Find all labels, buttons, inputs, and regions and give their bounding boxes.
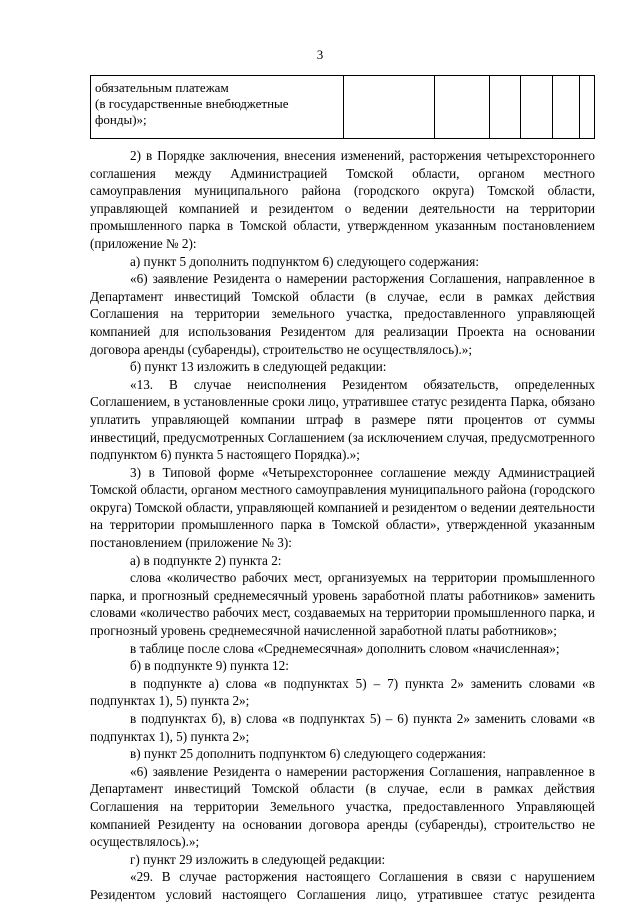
table-cell-empty — [344, 76, 435, 139]
paragraph: «6) заявление Резидента о намерении расторжения Соглашения, направленное в Департамент инвестиций Томской области (в случае, если в рамках действия Соглашения на территории земельного участка, предоставленного управляющей компанией для использования Резидентом для реализации Проекта на основании договора аренды (субаренды), строительство не осуществлялось).»; — [90, 271, 595, 357]
document-body — [90, 147, 595, 904]
table-row — [91, 76, 595, 139]
paragraph: в) пункт 25 дополнить подпунктом 6) следующего содержания: — [130, 746, 487, 762]
paragraph: в подпунктах б), в) слова «в подпунктах 5) – 6) пункта 2» заменить словами «в подпунктах 1), 5) пункта 2»; — [90, 711, 595, 744]
table-cell-empty — [521, 76, 553, 139]
paragraph: слова «количество рабочих мест, организуемых на территории промышленного парка, и прогнозный среднемесячный уровень заработной платы работников» заменить словами «количество рабочих мест, создаваемых на территории промышленного парка, и прогнозный уровень среднемесячной начисленной заработной платы работников»; — [90, 570, 595, 639]
paragraph: «6) заявление Резидента о намерении расторжения Соглашения, направленное в Департамент инвестиций Томской области (в случае, если в рамках действия Соглашения на территории Земельного участка, предоставленного Управляющей компанией Резиденту на основании договора аренды (субаренды), строительство не осуществлялось).»; — [90, 763, 595, 850]
paragraph: г) пункт 29 изложить в следующей редакции: — [130, 851, 386, 867]
paragraph: а) пункт 5 дополнить подпунктом 6) следующего содержания: — [130, 253, 480, 269]
table-cell-line: обязательным платежам — [95, 80, 229, 95]
table-cell-empty — [435, 76, 490, 139]
paragraph: б) пункт 13 изложить в следующей редакции: — [130, 359, 387, 375]
paragraph: а) в подпункте 2) пункта 2: — [130, 552, 282, 568]
paragraph: 3) в Типовой форме «Четырехстороннее соглашение между Администрацией Томской области, органом местного самоуправления муниципального района (городского округа) Томской области, управляющей компанией и резидентом о ведении деятельности на территории промышленного парка в Томской области», утвержденной указанным постановлением (приложение № 3): — [90, 464, 595, 551]
paragraph: «13. В случае неисполнения Резидентом обязательств, определенных Соглашением, в установленные сроки лицо, утратившее статус резидента Парка, обязано уплатить управляющей компании штраф в размере пяти процентов от суммы инвестиций, предусмотренных Соглашением (за исключением случая, предусмотренного подпунктом 6) пункта 5 настоящего Порядка).»; — [90, 376, 595, 463]
paragraph: 2) в Порядке заключения, внесения изменений, расторжения четырехстороннего соглашения между Администрацией Томской области, органом местного самоуправления муниципального района (городского округа) Томской области, управляющей компанией и резидентом о ведении деятельности на территории промышленного парка в Томской области, утвержденном указанным постановлением (приложение № 2): — [90, 148, 595, 251]
table-cell-text — [91, 76, 344, 139]
paragraph: в таблице после слова «Среднемесячная» дополнить словом «начисленная»; — [130, 640, 560, 656]
table-cell-empty — [553, 76, 580, 139]
paragraph: «29. В случае расторжения настоящего Соглашения в связи с нарушением Резидентом условий настоящего Соглашения лицо, утратившее статус резидента — [90, 869, 595, 902]
table-cell-line: фонды)»; — [95, 112, 147, 127]
paragraph: б) в подпункте 9) пункта 12: — [130, 658, 289, 674]
paragraph: в подпункте а) слова «в подпунктах 5) – 7) пункта 2» заменить словами «в подпунктах 1), 5) пункта 2»; — [90, 675, 595, 709]
table-cell-line: (в государственные внебюджетные — [95, 96, 289, 111]
continued-table — [90, 75, 595, 139]
page-number: 3 — [316, 47, 324, 62]
table-cell-empty — [580, 76, 595, 139]
table-cell-empty — [490, 76, 521, 139]
